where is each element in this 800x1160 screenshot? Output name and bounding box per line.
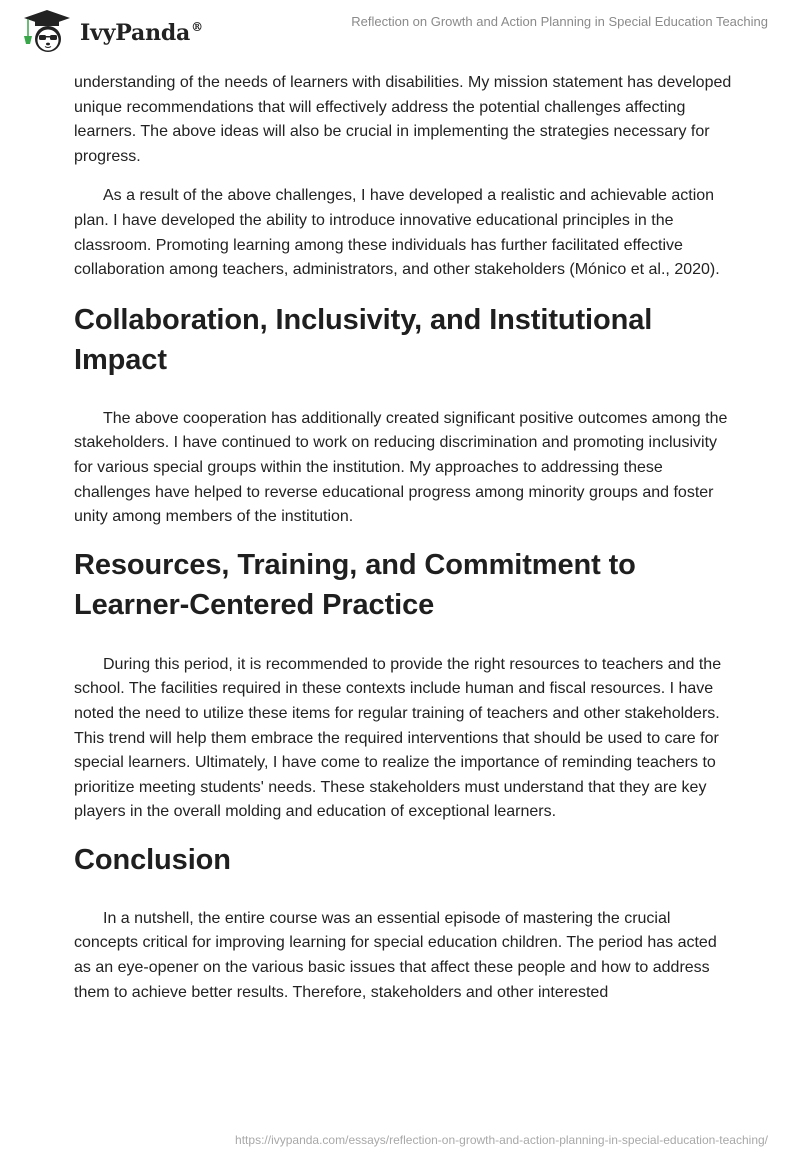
ivypanda-logo[interactable]	[20, 8, 203, 54]
page-header	[0, 0, 800, 56]
section-heading-conclusion: Conclusion	[74, 843, 231, 876]
panda-graduate-icon	[20, 8, 74, 54]
action-plan-paragraph: As a result of the above challenges, I have developed a realistic and achievable action plan. I have developed the ability to introduce innovative educational principles in the classroom. Promoting learning among these individuals has further facilitated effective collaboration among teachers, administrators, and other stakeholders (Mónico et al., 2020).	[74, 187, 720, 279]
intro-paragraph: understanding of the needs of learners with disabilities. My mission statement has developed unique recommendations that will effectively address the potential challenges affecting learners. The above ideas will also be crucial in implementing the strategies necessary for progress.	[74, 74, 732, 165]
essay-content	[74, 71, 734, 1020]
conclusion-paragraph: In a nutshell, the entire course was an essential episode of mastering the crucial concepts critical for improving learning for special education children. The period has acted as an eye-opener on the various basic issues that affect these people and how to address them to achieve better results. Therefore, stakeholders and other interested	[74, 909, 717, 1001]
collaboration-paragraph: The above cooperation has additionally created significant positive outcomes among the stakeholders. I have continued to work on reducing discrimination and promoting inclusivity for various special groups within the institution. My approaches to addressing these challenges have helped to reverse educational progress among minority groups and foster unity among members of the institution.	[74, 409, 728, 526]
resources-paragraph: During this period, it is recommended to provide the right resources to teachers and the school. The facilities required in these contexts include human and fiscal resources. I have noted the need to utilize these items for regular training of teachers and other stakeholders. This trend will help them embrace the required interventions that should be used to care for special learners. Ultimately, I have come to realize the importance of reminding teachers to prioritize meeting students' needs. These stakeholders must understand that they are key players in the overall molding and education of exceptional learners.	[74, 655, 722, 821]
section-heading-resources: Resources, Training, and Commitment to Learner-Centered Practice	[74, 548, 636, 621]
source-url[interactable]: https://ivypanda.com/essays/reflection-on-growth-and-action-planning-in-special-education-teaching/	[235, 1133, 768, 1147]
section-heading-collaboration: Collaboration, Inclusivity, and Institutional Impact	[74, 303, 653, 376]
document-title: Reflection on Growth and Action Planning in Special Education Teaching	[351, 14, 768, 29]
logo-text: IvyPanda®	[80, 20, 203, 46]
